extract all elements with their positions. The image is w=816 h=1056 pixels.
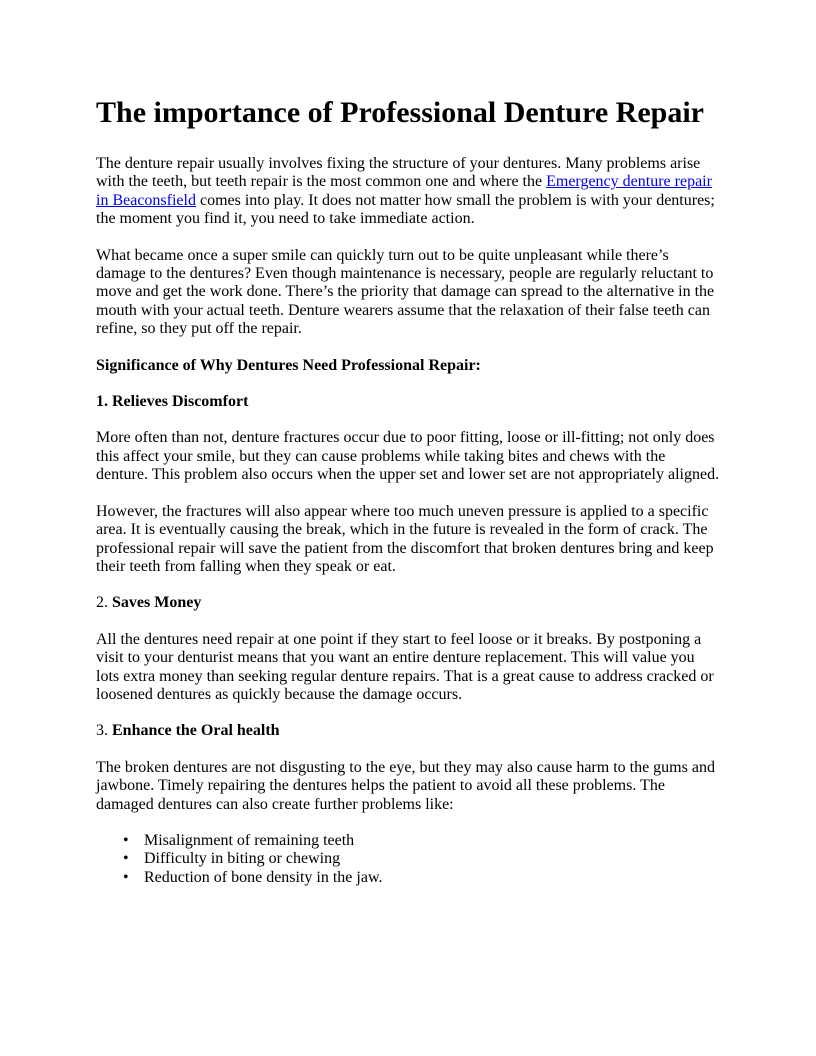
document-title: The importance of Professional Denture Repair [96,96,704,129]
section-2-heading-text: Saves Money [112,594,202,612]
list-item: • Difficulty in biting or chewing [96,850,720,868]
intro-text-before-link: The denture repair usually involves fixing the structure of your dentures. Many problems arise with the teeth, but teeth repair is the most common one and where the [96,155,701,191]
significance-heading: Significance of Why Dentures Need Professional Repair: [96,356,481,374]
section-1-paragraph-1: More often than not, denture fractures occur due to poor fitting, loose or ill-fitting; not only does this affect your smile, but they can cause problems while taking bites and chews with the denture. This problem also occurs when the upper set and lower set are not appropriately aligned. [96,429,720,484]
section-1-heading: 1. Relieves Discomfort [96,393,249,411]
section-2-paragraph-1: All the dentures need repair at one point if they start to feel loose or it breaks. By postponing a visit to your denturist means that you want an entire denture replacement. This will value you lots extra money than seeking regular denture repairs. That is a great cause to address cracked or loosened dentures as quickly because the damage occurs. [96,630,714,703]
section-3-number: 3. [96,722,112,740]
paragraph-maintenance: What became once a super smile can quickly turn out to be quite unpleasant while there’s damage to the dentures? Even though maintenance is necessary, people are regularly reluctant to move and get the work done. There’s the priority that damage can spread to the alternative in the mouth with your actual teeth. Denture wearers assume that the relaxation of their false teeth can refine, so they put off the repair. [96,246,715,338]
paragraph-intro [96,155,720,229]
problems-list [96,832,720,887]
list-item: • Reduction of bone density in the jaw. [96,869,720,887]
section-1-paragraph-2: However, the fractures will also appear where too much uneven pressure is applied to a specific area. It is eventually causing the break, which in the future is revealed in the form of crack. The professional repair will save the patient from the discomfort that broken dentures bring and keep their teeth from falling when they speak or eat. [96,502,714,575]
emergency-denture-repair-link[interactable]: Emergency denture repair in Beaconsfield [96,173,712,209]
section-3-heading-text: Enhance the Oral health [112,722,280,740]
list-item: • Misalignment of remaining teeth [96,832,720,850]
section-3-heading [96,722,720,740]
section-2-number: 2. [96,594,112,612]
intro-text-after-link: comes into play. It does not matter how small the problem is with your dentures; the moment you find it, you need to take immediate action. [96,191,715,228]
section-2-heading [96,594,720,612]
section-3-paragraph-1: The broken dentures are not disgusting to the eye, but they may also cause harm to the gums and jawbone. Timely repairing the dentures helps the patient to avoid all these problems. The damaged dentures can also create further problems like: [96,758,715,813]
